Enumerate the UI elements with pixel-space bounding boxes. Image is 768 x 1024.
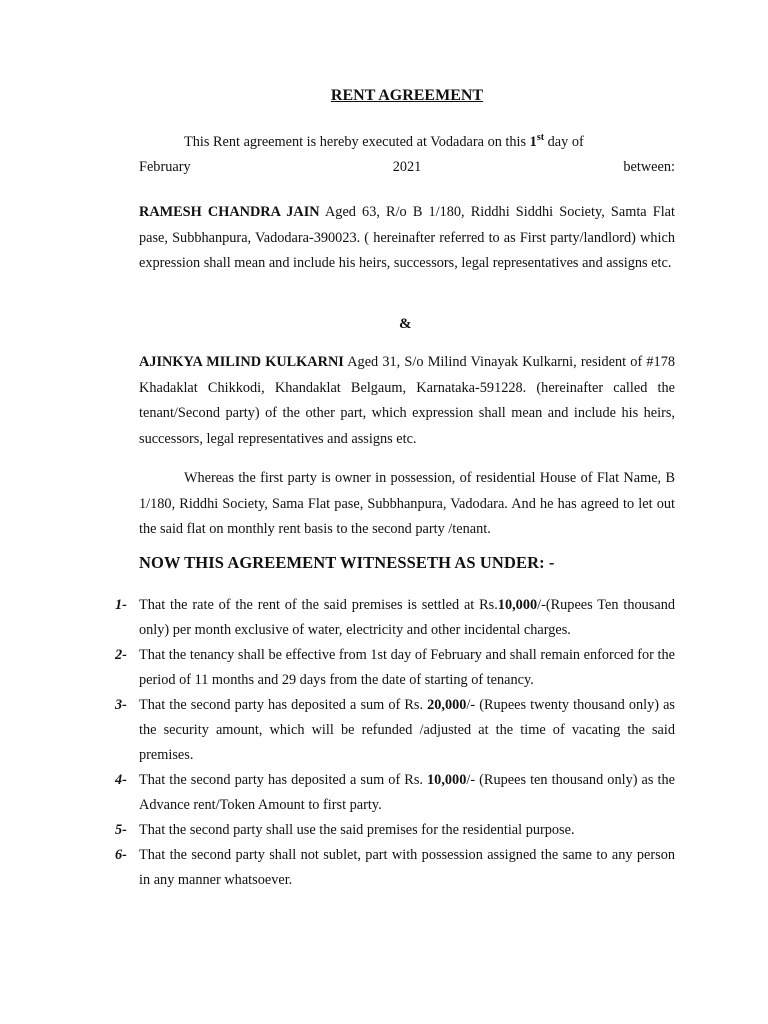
clause-number: 4- (115, 772, 127, 788)
clause-text: That the tenancy shall be effective from 1st day of February and shall remain enforced for the period of 11 months and 29 days from the date of starting of tenancy. (139, 647, 675, 688)
whereas-text: Whereas the first party is owner in possession, of residential House of Flat Name, B 1/180, Riddhi Society, Sama Flat pase, Subbhanpura, Vadodara. And he has agreed to let out the said flat on monthly rent basis to the second party /tenant. (139, 470, 675, 537)
clause-item (115, 693, 675, 768)
clause-text: That the second party shall not sublet, part with possession assigned the same to any person in any manner whatsoever. (139, 847, 675, 888)
clause-item (115, 843, 675, 893)
clause-number: 3- (115, 697, 127, 713)
intro-month: February (139, 159, 191, 176)
clause-number: 1- (115, 597, 127, 613)
ampersand: & (399, 316, 412, 332)
clause-item (115, 643, 675, 693)
intro-day-number (530, 134, 544, 150)
clause-number: 6- (115, 847, 127, 863)
section-heading: NOW THIS AGREEMENT WITNESSETH AS UNDER: - (139, 553, 555, 572)
clause-number: 5- (115, 822, 127, 838)
intro-between: between: (623, 159, 675, 176)
intro-line-1 (139, 125, 675, 155)
clause-text: That the second party has deposited a sum of Rs. 10,000/- (Rupees ten thousand only) as the Advance rent/Token Amount to first party. (139, 772, 675, 813)
clause-list (115, 593, 675, 893)
intro-year: 2021 (392, 159, 422, 176)
intro-line-2 (139, 155, 675, 181)
clause-number: 2- (115, 647, 127, 663)
clause-item (115, 818, 675, 843)
clause-item (115, 593, 675, 643)
party1-name: RAMESH CHANDRA JAIN (139, 204, 320, 220)
clause-text: That the second party has deposited a sum of Rs. 20,000/- (Rupees twenty thousand only) as the security amount, which will be refunded /adjusted at the time of vacating the said premises. (139, 697, 675, 763)
party1-text: Aged 63, R/o B 1/180, Riddhi Siddhi Society, Samta Flat pase, Subbhanpura, Vadodara-390023. ( hereinafter referred to as First party/landlord) which expression shall mean and include his heirs, successors, legal representatives and assigns etc. (139, 204, 675, 271)
intro-paragraph (139, 125, 675, 181)
party2-name: AJINKYA MILIND KULKARNI (139, 354, 344, 370)
party2-paragraph (139, 350, 675, 452)
intro-text: This Rent agreement is hereby executed at Vodadara on this (184, 133, 530, 150)
whereas-paragraph (139, 466, 675, 543)
clause-item (115, 768, 675, 818)
day-num: 1 (529, 133, 537, 150)
intro-tail: day of (544, 133, 584, 150)
party2-text: Aged 31, S/o Milind Vinayak Kulkarni, resident of #178 Khadaklat Chikkodi, Khandaklat Belgaum, Karnataka-591228. (hereinafter called the tenant/Second party) of the other part, which expression shall mean and include his heirs, successors, legal representatives and assigns etc. (139, 354, 675, 447)
party1-paragraph (139, 200, 675, 277)
clause-text: That the rate of the rent of the said premises is settled at Rs.10,000/-(Rupees Ten thousand only) per month exclusive of water, electricity and other incidental charges. (139, 597, 675, 638)
day-suffix: st (536, 132, 545, 143)
clause-text: That the second party shall use the said premises for the residential purpose. (139, 822, 575, 838)
document-title: RENT AGREEMENT (330, 87, 484, 104)
